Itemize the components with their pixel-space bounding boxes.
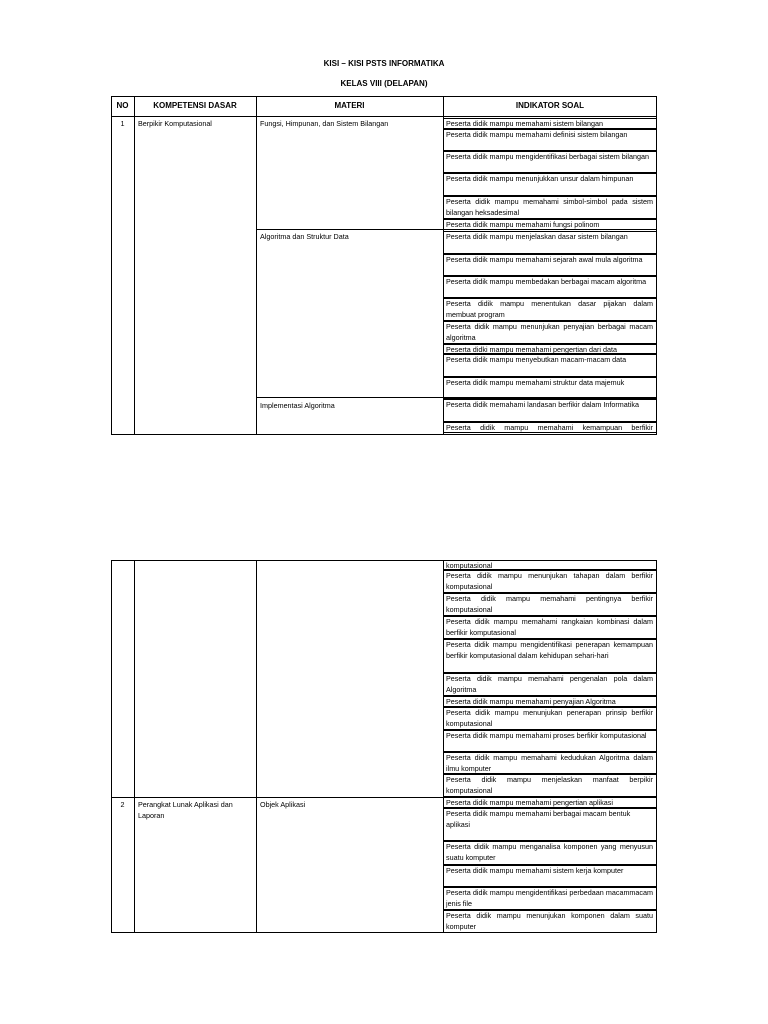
indicator-text: Peserta didik mampu memahami pengertian aplikasi — [446, 798, 613, 807]
header-indikator: INDIKATOR SOAL — [515, 101, 585, 110]
kompetensi-cell: Perangkat Lunak Aplikasi dan Laporan — [138, 800, 233, 820]
indicator-text: Peserta didik mampu memahami penyajian Algoritma — [446, 697, 616, 706]
materi-cell: Objek Aplikasi — [260, 800, 306, 809]
indicator-text: Peserta didik mampu memahami kedudukan Algoritma dalam ilmu komputer — [446, 753, 653, 773]
indicator-text: Peserta didik mampu menyebutkan macam-macam data — [446, 355, 627, 364]
indicator-text: Peserta didik mampu menentukan dasar pijakan dalam membuat program — [446, 299, 653, 319]
column-divider — [134, 96, 135, 435]
indicator-text: Peserta didik mampu menunjukan penyajian berbagai macam algoritma — [446, 322, 653, 342]
indicator-text: Peserta didki mampu memahami pengertian dari data — [446, 345, 617, 354]
kisi-table-page-2 — [111, 560, 657, 933]
indicator-text: Peserta didik mampu menunjukan komponen dalam suatu komputer — [446, 911, 653, 931]
header-materi: MATERI — [334, 101, 365, 110]
materi-cell: Implementasi Algoritma — [260, 401, 335, 410]
header-no: NO — [116, 101, 129, 110]
column-divider — [256, 560, 257, 933]
indicator-text: Peserta didik mampu memahami sejarah awal mula algoritma — [446, 255, 643, 264]
header-divider — [111, 116, 657, 117]
indicator-text: Peserta didik memahami landasan berfikir dalam Informatika — [446, 400, 639, 409]
indicator-text: Peserta didik mampu menunjukan penerapan prinsip berfikir komputasional — [446, 708, 653, 728]
indicator-text: Peserta didik mampu memahami pentingnya berfikir komputasional — [446, 594, 653, 614]
indicator-text: Peserta didik mampu memahami simbol-simbol pada sistem bilangan heksadesimal — [446, 197, 653, 217]
indicator-text: Peserta didik mampu memahami sistem kerja komputer — [446, 866, 624, 875]
indicator-text: Peserta didik mampu memahami definisi sistem bilangan — [446, 130, 628, 139]
indicator-text: komputasional — [446, 561, 493, 570]
header-kompetensi: KOMPETENSI DASAR — [153, 101, 237, 110]
indicator-text: Peserta didik mampu memahami rangkaian kombinasi dalam berfikir komputasional — [446, 617, 653, 637]
column-divider — [134, 560, 135, 933]
indicator-text: Peserta didik mampu menjelaskan dasar sistem bilangan — [446, 232, 628, 241]
document-title: KISI – KISI PSTS INFORMATIKA — [323, 59, 445, 68]
row-number: 1 — [120, 119, 125, 128]
indicator-text: Peserta didik mampu mengidentifikasi penerapan kemampuan berfikir komputasional dalam kehidupan sehari-hari — [446, 640, 653, 660]
kisi-table-page-1 — [111, 96, 657, 435]
indicator-text: Peserta didik mampu menunjukan tahapan dalam berfikir komputasional — [446, 571, 653, 591]
indicator-text: Peserta didik mampu menjelaskan manfaat berpikir komputasional — [446, 775, 653, 795]
indicator-text: Peserta didik mampu mengidentifikasi berbagai sistem bilangan — [446, 152, 649, 161]
indicator-text: Peserta didik mampu menganalisa komponen yang menyusun suatu komputer — [446, 842, 653, 862]
kompetensi-cell: Berpikir Komputasional — [138, 119, 212, 128]
indicator-text: Peserta didik mampu memahami proses berfikir komputasional — [446, 731, 647, 740]
document-subtitle: KELAS VIII (DELAPAN) — [340, 79, 428, 88]
column-divider — [256, 96, 257, 435]
materi-cell: Fungsi, Himpunan, dan Sistem Bilangan — [260, 119, 389, 128]
indicator-text: Peserta didik mampu memahami pengenalan pola dalam Algoritma — [446, 674, 653, 694]
indicator-text: Peserta didik mampu membedakan berbagai macam algoritma — [446, 277, 647, 286]
indicator-text: Peserta didik mampu memahami sistem bilangan — [446, 119, 603, 128]
indicator-text: Peserta didik mampu memahami fungsi polinom — [446, 220, 600, 229]
indicator-text: Peserta didik mampu memahami berbagai macam bentuk aplikasi — [446, 809, 631, 829]
indicator-text: Peserta didik mampu memahami kemampuan berfikir — [446, 423, 653, 432]
indicator-text: Peserta didik mampu mengidentifikasi perbedaan macammacam jenis file — [446, 888, 653, 908]
indicator-text: Peserta didik mampu menunjukkan unsur dalam himpunan — [446, 174, 634, 183]
row-number: 2 — [120, 800, 125, 809]
indicator-text: Peserta didik mampu memahami struktur data majemuk — [446, 378, 625, 387]
materi-cell: Algoritma dan Struktur Data — [260, 232, 349, 241]
